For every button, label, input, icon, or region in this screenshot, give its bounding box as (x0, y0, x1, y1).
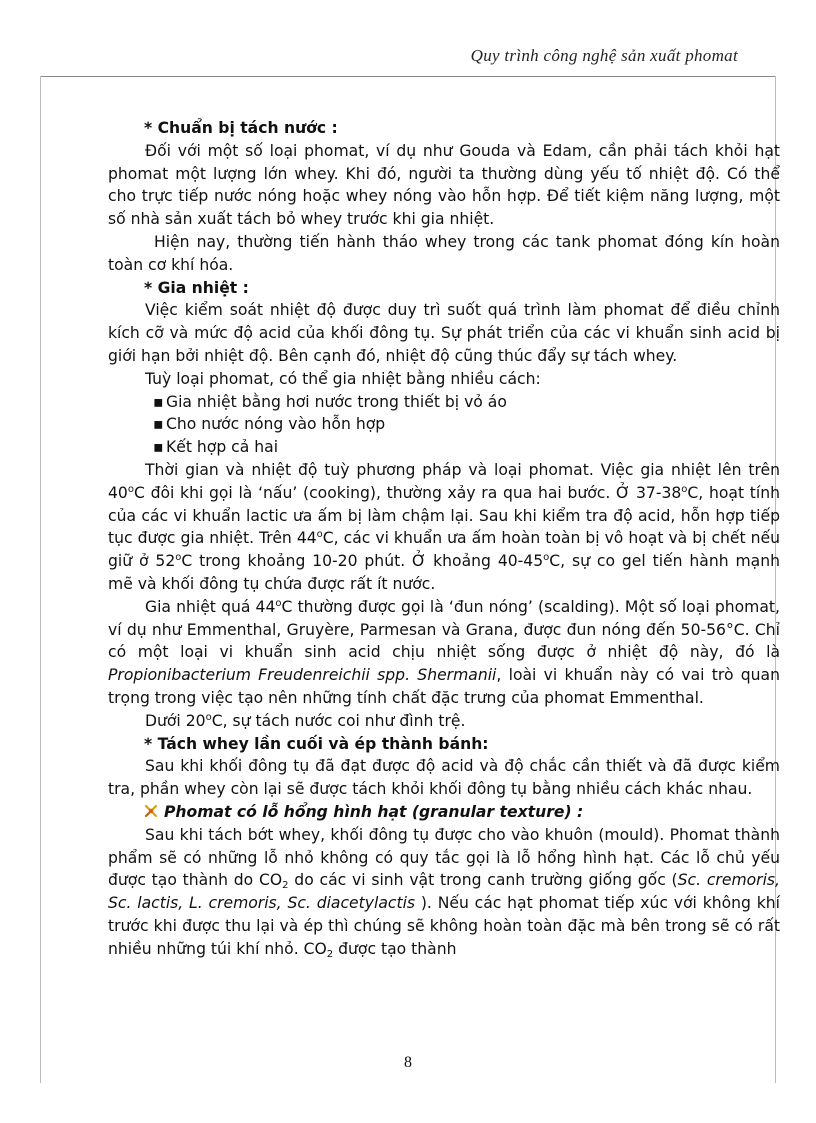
text-run: do các vi sinh vật trong canh trường giống gốc ( (288, 871, 678, 890)
degree-sup: o (681, 483, 688, 495)
bullet-icon: ▪ (153, 392, 164, 411)
text-run: Sau khi tách bớt whey, khối đông tụ được cho vào khuôn (mould). Phomat thành phẩm sẽ có những lỗ nhỏ không có quy tắc gọi là lỗ hổng hình hạt. Các lỗ chủ yếu được tạo thành do CO (108, 825, 780, 890)
degree-sup: o (316, 529, 323, 541)
bullet-icon: ▪ (153, 415, 164, 434)
paragraph-heating-2: Tuỳ loại phomat, có thể gia nhiệt bằng nhiều cách: (145, 369, 541, 388)
text-run: C thường được gọi là ‘đun nóng’ (scalding). Một số loại phomat, ví dụ như Emmenthal, Gruyère, Parmesan và Grana, được đun nóng đến 50-56°C. Chỉ có một loại vi khuẩn sinh acid chịu nhiệt sống được ở nhiệt độ này, đó là (108, 597, 780, 662)
list-item-text: Cho nước nóng vào hỗn hợp (166, 415, 386, 434)
text-run: , loài vi khuẩn này có vai trò quan trọng trong việc tạo nên những tính chất đặc trưng của phomat Emmenthal. (108, 666, 780, 707)
heading-final-whey: * Tách whey lần cuối và ép thành bánh: (144, 734, 489, 753)
co2-sub: 2 (326, 948, 334, 960)
text-run: C, hoạt tính của các vi khuẩn lactic ưa ấm bị làm chậm lại. Sau khi kiểm tra độ acid, hỗn hợp tiếp tục được gia nhiệt. Trên 44 (108, 483, 780, 548)
paragraph-prep-2: Hiện nay, thường tiến hành tháo whey trong các tank phomat đóng kín hoàn toàn cơ khí hóa. (108, 232, 780, 274)
subheading-granular (108, 801, 780, 824)
list-item-text: Kết hợp cả hai (166, 438, 279, 457)
list-item (108, 391, 780, 414)
header-rule (40, 76, 776, 77)
bullet-icon: ▪ (153, 438, 164, 457)
heading-heating: * Gia nhiệt : (144, 278, 249, 297)
degree-sup: o (175, 552, 182, 564)
text-run: C đôi khi gọi là ‘nấu’ (cooking), thường xảy ra qua hai bước. Ở 37-38 (133, 483, 682, 502)
paragraph-prep-1: Đối với một số loại phomat, ví dụ như Gouda và Edam, cần phải tách khỏi hạt phomat một lượng lớn whey. Khi đó, người ta thường dùng yếu tố nhiệt độ. Có thể cho trực tiếp nước nóng hoặc whey nóng vào hỗn hợp. Để tiết kiệm năng lượng, một số nhà sản xuất tách bỏ whey trước khi gia nhiệt. (108, 141, 780, 229)
degree-sup: o (205, 711, 212, 723)
text-run: ). Nếu các hạt phomat tiếp xúc với không khí trước khi được thu lại và ép thì chúng sẽ không hoàn toàn đặc mà bên trong sẽ có rất nhiều những túi khí nhỏ. CO (108, 894, 780, 958)
left-border-line (40, 76, 41, 1083)
heading-prep: * Chuẩn bị tách nước : (144, 119, 338, 137)
paragraph-heating-3 (108, 459, 780, 596)
text-run: Dưới 20 (145, 711, 206, 730)
text-run: Gia nhiệt quá 44 (145, 597, 276, 616)
text-run: C, các vi khuẩn ưa ấm hoàn toàn bị vô hoạt và bị chết nếu giữ ở 52 (108, 529, 781, 571)
paragraph-granular-1 (108, 824, 780, 961)
star-bullet-icon (144, 804, 158, 818)
running-header: Quy trình công nghệ sản xuất phomat (470, 46, 738, 65)
text-run: được tạo thành (333, 939, 457, 958)
paragraph-final-1: Sau khi khối đông tụ đã đạt được độ acid và độ chắc cần thiết và đã được kiểm tra, phần whey còn lại sẽ được tách khỏi khối đông tụ bằng nhiều cách khác nhau. (108, 757, 780, 799)
text-run: C trong khoảng 10-20 phút. Ở khoảng 40-45 (181, 552, 544, 571)
body-text (108, 117, 780, 960)
degree-sup: o (543, 552, 550, 564)
list-item-text: Gia nhiệt bằng hơi nước trong thiết bị vỏ áo (166, 392, 507, 411)
paragraph-heating-1: Việc kiểm soát nhiệt độ được duy trì suốt quá trình làm phomat để điều chỉnh kích cỡ và mức độ acid của khối đông tụ. Sự phát triển của các vi khuẩn sinh acid bị giới hạn bởi nhiệt độ. Bên cạnh đó, nhiệt độ cũng thúc đẩy sự tách whey. (108, 301, 780, 365)
subheading-text: Phomat có lỗ hổng hình hạt (granular texture) : (164, 802, 584, 821)
species-name: Propionibacterium Freudenreichii spp. Shermanii (108, 666, 497, 685)
text-run: Thời gian và nhiệt độ tuỳ phương pháp và loại phomat. Việc gia nhiệt lên trên 40 (108, 460, 780, 502)
list-item (108, 413, 780, 436)
co2-sub: 2 (282, 880, 289, 892)
degree-sup: o (275, 597, 282, 609)
paragraph-heating-5 (108, 710, 780, 733)
degree-sup: o (127, 483, 134, 495)
paragraph-heating-4 (108, 596, 780, 710)
list-item (108, 436, 780, 459)
text-run: C, sự tách nước coi như đình trệ. (211, 711, 466, 730)
species-name: Sc. cremoris, Sc. lactis, L. cremoris, Sc. diacetylactis (108, 871, 780, 913)
text-run: C, sự co gel tiến hành mạnh mẽ và khối đông tụ chứa được rất ít nước. (108, 552, 780, 593)
page-number: 8 (404, 1054, 412, 1071)
